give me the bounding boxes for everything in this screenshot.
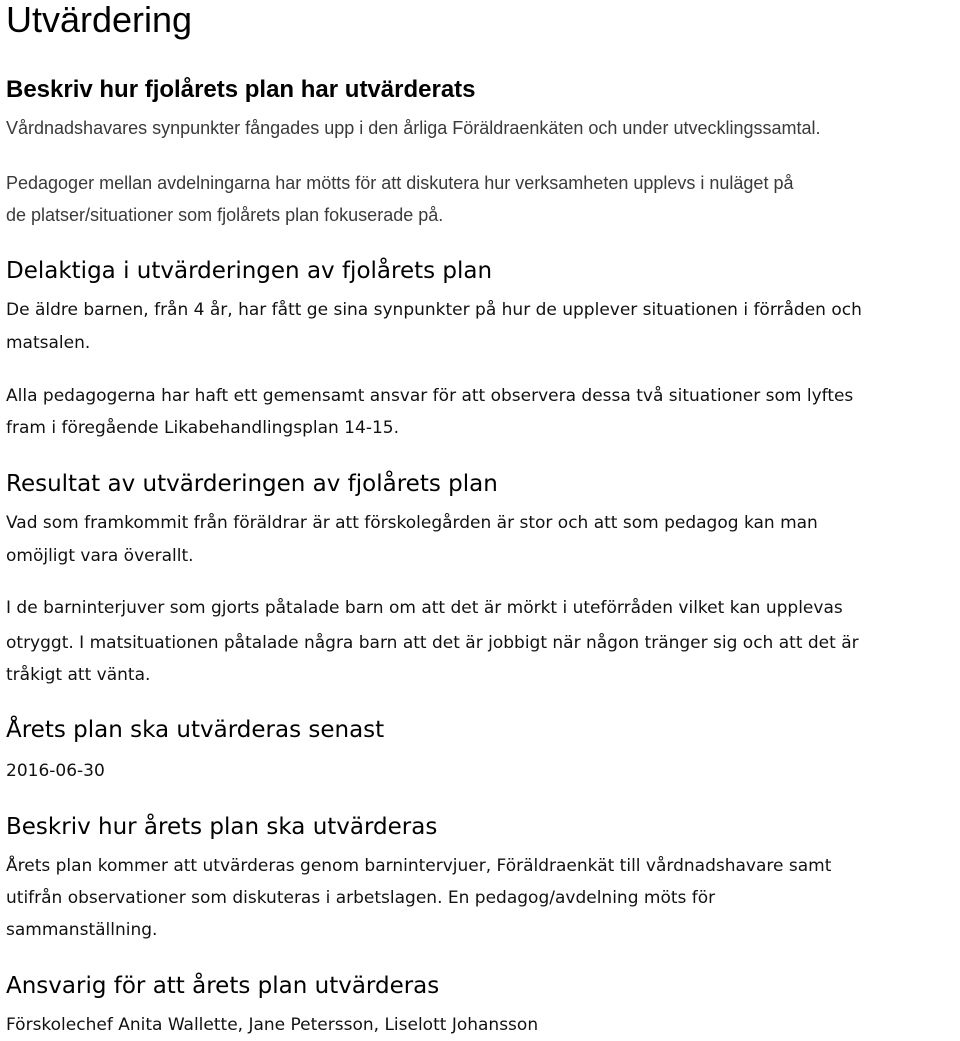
section-3-line-3: I de barninterjuver som gjorts påtalade barn om att det är mörkt i uteförråden vilket kan upplevas [6,598,843,618]
page-title: Utvärdering [6,0,193,40]
evaluation-deadline-date: 2016-06-30 [6,761,105,781]
section-3-line-4: otryggt. I matsituationen påtalade några barn att det är jobbigt när någon tränger sig och att det är [6,633,859,653]
responsible-persons: Förskolechef Anita Wallette, Jane Petersson, Liselott Johansson [6,1015,539,1035]
section-5-line-2: utifrån observationer som diskuteras i arbetslagen. En pedagog/avdelning möts för [6,888,716,908]
section-heading-responsible: Ansvarig för att årets plan utvärderas [6,973,440,999]
section-3-line-2: omöjligt vara överallt. [6,546,194,566]
section-5-line-1: Årets plan kommer att utvärderas genom barnintervjuer, Föräldraenkät till vårdnadshavare samt [6,856,832,876]
section-3-line-1: Vad som framkommit från föräldrar är att förskolegården är stor och att som pedagog kan man [6,513,818,533]
section-heading-how-evaluated: Beskriv hur fjolårets plan har utvärderats [6,76,476,103]
section-heading-participants: Delaktiga i utvärderingen av fjolårets plan [6,258,493,284]
section-2-line-1: De äldre barnen, från 4 år, har fått ge sina synpunkter på hur de upplever situationen i förråden och [6,300,862,320]
section-heading-results: Resultat av utvärderingen av fjolårets plan [6,471,498,497]
section-1-line-2: Pedagoger mellan avdelningarna har mötts för att diskutera hur verksamheten upplevs i nuläget på [6,173,794,193]
section-2-line-3: Alla pedagogerna har haft ett gemensamt ansvar för att observera dessa två situationer som lyftes [6,386,854,406]
section-2-line-4: fram i föregående Likabehandlingsplan 14-15. [6,418,399,438]
section-3-line-5: tråkigt att vänta. [6,665,151,685]
section-heading-deadline: Årets plan ska utvärderas senast [6,717,385,743]
section-1-line-1: Vårdnadshavares synpunkter fångades upp i den årliga Föräldraenkäten och under utvecklingssamtal. [6,118,821,138]
section-5-line-3: sammanställning. [6,920,158,940]
section-1-line-3: de platser/situationer som fjolårets plan fokuserade på. [6,205,444,225]
section-heading-how-this-year: Beskriv hur årets plan ska utvärderas [6,814,438,840]
section-2-line-2: matsalen. [6,333,91,353]
